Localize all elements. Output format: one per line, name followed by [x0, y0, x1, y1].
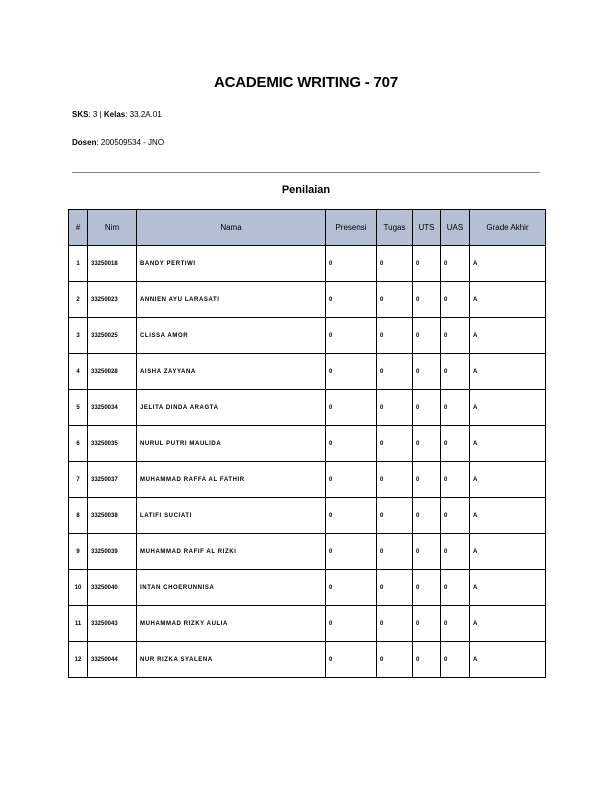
uts-score: 0: [413, 246, 441, 282]
uas-score: 0: [441, 606, 470, 642]
header-divider: [72, 172, 540, 173]
tugas-score: 0: [377, 498, 413, 534]
student-nim: 33250018: [88, 246, 137, 282]
dosen-value: 200509534 - JNO: [100, 138, 165, 147]
final-grade: A: [470, 534, 546, 570]
presensi-score: 0: [326, 390, 377, 426]
student-name: NUR RIZKA SYALENA: [137, 642, 326, 678]
table-row: [69, 426, 546, 462]
uas-score: 0: [441, 426, 470, 462]
table-row: [69, 498, 546, 534]
final-grade: A: [470, 462, 546, 498]
student-nim: 33250023: [88, 282, 137, 318]
table-row: [69, 642, 546, 678]
presensi-score: 0: [326, 318, 377, 354]
tugas-score: 0: [377, 390, 413, 426]
student-nim: 33250025: [88, 318, 137, 354]
student-name: NURUL PUTRI MAULIDA: [137, 426, 326, 462]
uts-score: 0: [413, 318, 441, 354]
final-grade: A: [470, 642, 546, 678]
header-cell-nama: Nama: [137, 210, 326, 246]
final-grade: A: [470, 498, 546, 534]
tugas-score: 0: [377, 246, 413, 282]
uas-score: 0: [441, 354, 470, 390]
student-nim: 33250039: [88, 534, 137, 570]
uts-score: 0: [413, 498, 441, 534]
uas-score: 0: [441, 570, 470, 606]
uas-score: 0: [441, 282, 470, 318]
lecturer-info-line: Dosen: 200509534 - JNO: [72, 138, 165, 147]
student-name: MUHAMMAD RAFFA AL FATHIR: [137, 462, 326, 498]
uas-score: 0: [441, 534, 470, 570]
student-nim: 33250028: [88, 354, 137, 390]
student-name: INTAN CHOERUNNISA: [137, 570, 326, 606]
student-nim: 33250034: [88, 390, 137, 426]
document-title: ACADEMIC WRITING - 707: [214, 74, 398, 91]
row-number: 4: [69, 354, 88, 390]
presensi-score: 0: [326, 246, 377, 282]
header-cell-uas: UAS: [441, 210, 470, 246]
uts-score: 0: [413, 534, 441, 570]
sks-label: SKS: [72, 110, 89, 119]
uts-score: 0: [413, 642, 441, 678]
tugas-score: 0: [377, 606, 413, 642]
header-cell-grade-akhir: Grade Akhir: [470, 210, 546, 246]
student-name: MUHAMMAD RIZKY AULIA: [137, 606, 326, 642]
row-number: 5: [69, 390, 88, 426]
student-nim: 33250043: [88, 606, 137, 642]
row-number: 3: [69, 318, 88, 354]
table-row: [69, 606, 546, 642]
tugas-score: 0: [377, 642, 413, 678]
presensi-score: 0: [326, 534, 377, 570]
header-cell-uts: UTS: [413, 210, 441, 246]
presensi-score: 0: [326, 426, 377, 462]
row-number: 7: [69, 462, 88, 498]
presensi-score: 0: [326, 498, 377, 534]
row-number: 2: [69, 282, 88, 318]
row-number: 6: [69, 426, 88, 462]
uts-score: 0: [413, 390, 441, 426]
table-row: [69, 282, 546, 318]
kelas-value: 33.2A.01: [129, 110, 162, 119]
table-row: [69, 534, 546, 570]
row-number: 11: [69, 606, 88, 642]
final-grade: A: [470, 354, 546, 390]
dosen-label: Dosen: [72, 138, 97, 147]
final-grade: A: [470, 426, 546, 462]
final-grade: A: [470, 318, 546, 354]
presensi-score: 0: [326, 642, 377, 678]
tugas-score: 0: [377, 426, 413, 462]
presensi-score: 0: [326, 462, 377, 498]
uts-score: 0: [413, 426, 441, 462]
student-name: ANNIEN AYU LARASATI: [137, 282, 326, 318]
student-nim: 33250037: [88, 462, 137, 498]
row-number: 10: [69, 570, 88, 606]
student-nim: 33250038: [88, 498, 137, 534]
student-name: CLISSA AMOR: [137, 318, 326, 354]
uas-score: 0: [441, 498, 470, 534]
tugas-score: 0: [377, 570, 413, 606]
header-cell-nim: Nim: [88, 210, 137, 246]
final-grade: A: [470, 282, 546, 318]
grades-table: [68, 209, 546, 678]
uts-score: 0: [413, 570, 441, 606]
tugas-score: 0: [377, 354, 413, 390]
row-number: 1: [69, 246, 88, 282]
section-title: Penilaian: [281, 184, 331, 196]
uas-score: 0: [441, 318, 470, 354]
header-cell-tugas: Tugas: [377, 210, 413, 246]
row-number: 8: [69, 498, 88, 534]
uas-score: 0: [441, 390, 470, 426]
tugas-score: 0: [377, 534, 413, 570]
table-row: [69, 462, 546, 498]
row-number: 9: [69, 534, 88, 570]
course-info-line: SKS: 3 | Kelas: 33.2A.01: [72, 110, 162, 119]
tugas-score: 0: [377, 462, 413, 498]
uas-score: 0: [441, 642, 470, 678]
table-row: [69, 390, 546, 426]
presensi-score: 0: [326, 606, 377, 642]
kelas-label: Kelas: [103, 110, 126, 119]
presensi-score: 0: [326, 282, 377, 318]
table-header-row: [69, 210, 546, 246]
student-nim: 33250040: [88, 570, 137, 606]
final-grade: A: [470, 390, 546, 426]
final-grade: A: [470, 246, 546, 282]
tugas-score: 0: [377, 318, 413, 354]
presensi-score: 0: [326, 354, 377, 390]
header-cell-number: #: [69, 210, 88, 246]
student-name: JELITA DINDA ARAGTA: [137, 390, 326, 426]
student-name: MUHAMMAD RAFIF AL RIZKI: [137, 534, 326, 570]
student-name: LATIFI SUCIATI: [137, 498, 326, 534]
student-name: AISHA ZAYYANA: [137, 354, 326, 390]
uts-score: 0: [413, 606, 441, 642]
table-row: [69, 318, 546, 354]
table-row: [69, 246, 546, 282]
student-nim: 33250035: [88, 426, 137, 462]
student-name: BANDY PERTIWI: [137, 246, 326, 282]
row-number: 12: [69, 642, 88, 678]
uts-score: 0: [413, 462, 441, 498]
table-row: [69, 354, 546, 390]
header-cell-presensi: Presensi: [326, 210, 377, 246]
uas-score: 0: [441, 462, 470, 498]
sks-value: 3: [92, 110, 98, 119]
table-row: [69, 570, 546, 606]
uas-score: 0: [441, 246, 470, 282]
tugas-score: 0: [377, 282, 413, 318]
final-grade: A: [470, 570, 546, 606]
presensi-score: 0: [326, 570, 377, 606]
uts-score: 0: [413, 282, 441, 318]
final-grade: A: [470, 606, 546, 642]
uts-score: 0: [413, 354, 441, 390]
student-nim: 33250044: [88, 642, 137, 678]
